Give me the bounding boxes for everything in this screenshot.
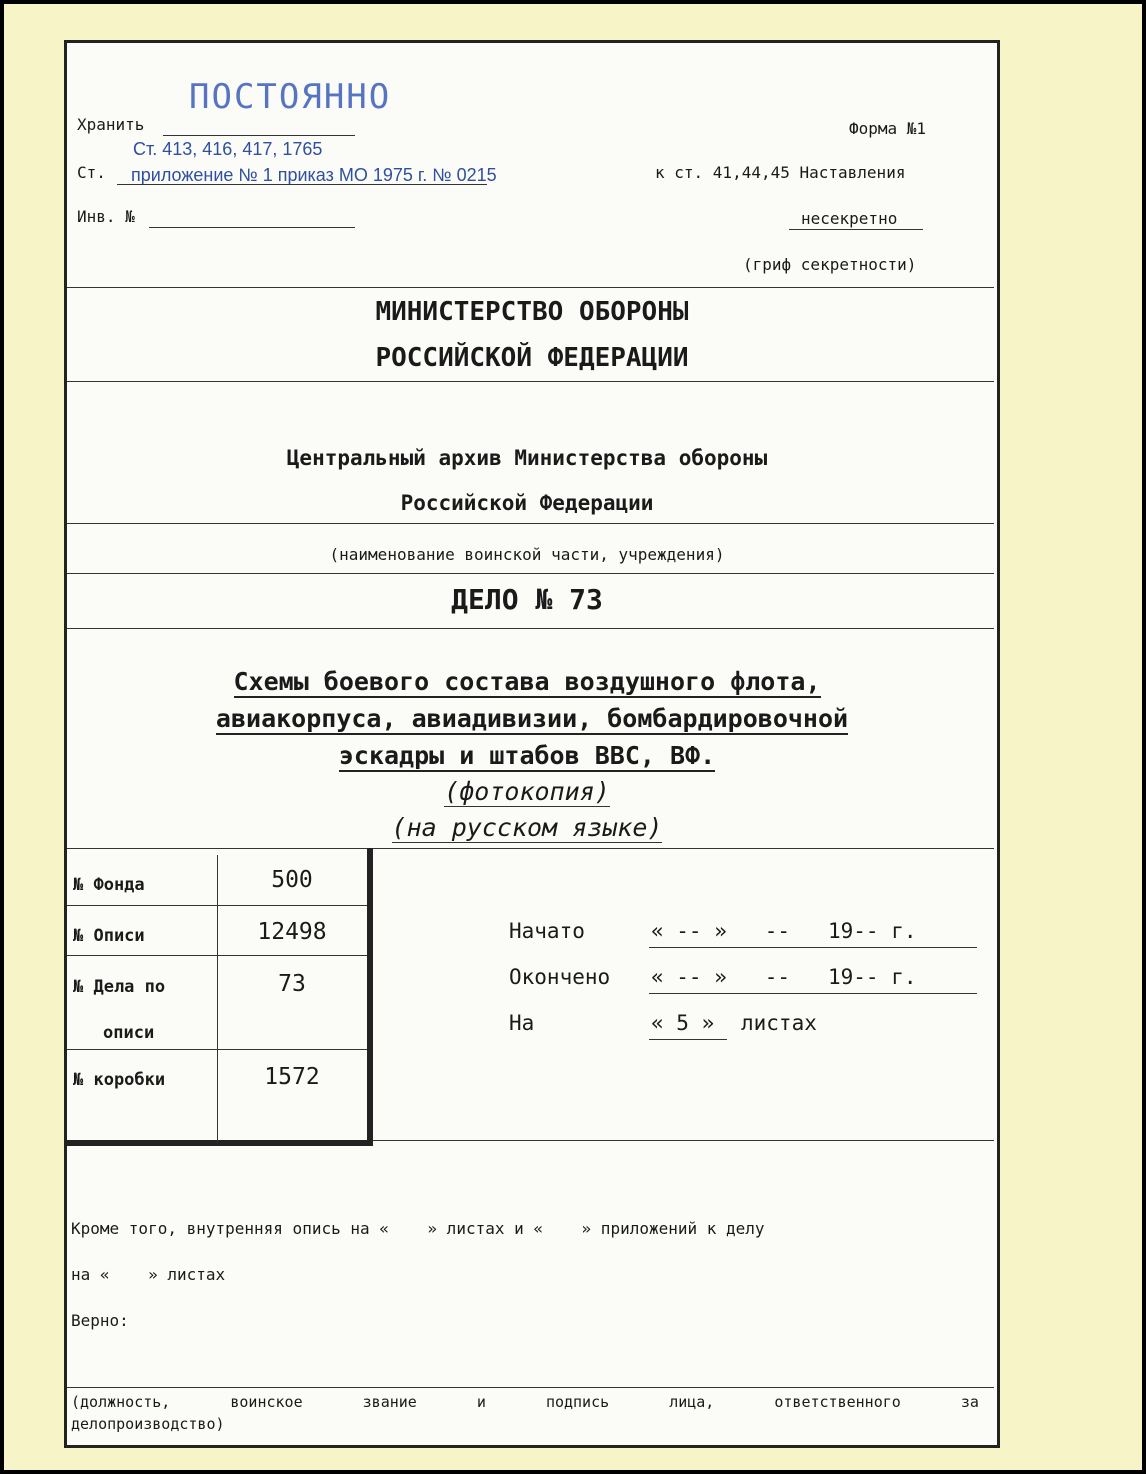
table-row-divider [67,905,367,906]
caption-word: за [960,1393,979,1411]
ministry-line-2: РОССИЙСКОЙ ФЕДЕРАЦИИ [375,343,689,373]
keep-underline [163,135,355,136]
unit-caption: (наименование воинской части, учреждения) [329,545,725,564]
opis-value: 12498 [257,919,327,945]
description-line-2: авиакорпуса, авиадивизии, бомбардировочной [215,704,849,733]
archive-line-1: Центральный архив Министерства обороны [286,446,768,470]
ended-value: « -- » -- 19-- г. [651,965,917,989]
sheets-value: « 5 » [651,1011,715,1035]
box-label: № коробки [73,1070,166,1090]
sheets-label: листах [741,1011,817,1035]
st-underline [117,184,487,185]
case-title: ДЕЛО № 73 [451,583,603,616]
signature-caption-line-2: делопроизводство) [71,1415,225,1433]
divider-7 [373,1140,994,1141]
divider-4 [67,573,994,574]
table-row-divider [67,955,367,956]
delo-value: 73 [278,971,306,997]
divider-1 [67,287,994,288]
caption-word: лица, [669,1393,715,1411]
description-line-3: эскадры и штабов ВВС, ВФ. [338,741,716,770]
stamp-postoyanno: ПОСТОЯННО [189,77,392,117]
caption-word: воинское [230,1393,303,1411]
verno-label: Верно: [71,1311,129,1330]
additional-sheets-text: на « » листах [71,1265,226,1284]
table-row-divider [67,1049,367,1050]
caption-word: подпись [545,1393,610,1411]
started-value: « -- » -- 19-- г. [651,919,917,943]
prilozhenie-value: приложение № 1 приказ МО 1975 г. № 0215 [131,165,497,185]
sheets-on-label: На [509,1011,535,1035]
started-label: Начато [509,919,585,943]
additional-inventory-text: Кроме того, внутренняя опись на « » листах и « » приложений к делу [71,1219,765,1238]
secrecy-caption: (гриф секретности) [743,255,917,274]
inv-label: Инв. № [77,207,135,226]
nastavleniya-label: к ст. 41,44,45 Наставления [655,163,906,182]
inv-underline [149,227,355,228]
caption-word: (должность, [71,1393,171,1411]
caption-word: и [476,1393,486,1411]
sheets-underline [649,1039,727,1040]
signature-caption [71,1393,979,1411]
st-value: Ст. 413, 416, 417, 1765 [133,139,323,159]
divider-5 [67,628,994,629]
delo-label: № Дела по [73,977,166,997]
description-line-1: Схемы боевого состава воздушного флота, [233,667,821,696]
ended-underline [649,993,977,994]
divider-2 [67,381,994,382]
ministry-line-1: МИНИСТЕРСТВО ОБОРОНЫ [375,297,689,327]
caption-word: ответственного [774,1393,901,1411]
description-line-5: (на русском языке) [391,813,663,842]
caption-word: звание [362,1393,417,1411]
started-underline [649,947,977,948]
description-line-4: (фотокопия) [444,777,610,806]
form-label: Форма №1 [849,119,927,138]
archive-line-2: Российской Федерации [400,491,654,515]
archive-cover-card [64,40,1000,1448]
divider-3 [67,523,994,524]
keep-label: Хранить [77,115,145,134]
opis-label: № Описи [73,926,145,946]
fond-value: 500 [271,867,313,893]
table-column-divider [217,855,218,1143]
delo-label-2: описи [103,1023,155,1043]
divider-8 [67,1387,994,1388]
secrecy-underline [789,229,923,230]
box-value: 1572 [264,1064,320,1090]
fond-label: № Фонда [73,875,145,895]
st-label: Ст. [77,163,106,182]
ended-label: Окончено [509,965,611,989]
secrecy-value: несекретно [801,209,898,228]
